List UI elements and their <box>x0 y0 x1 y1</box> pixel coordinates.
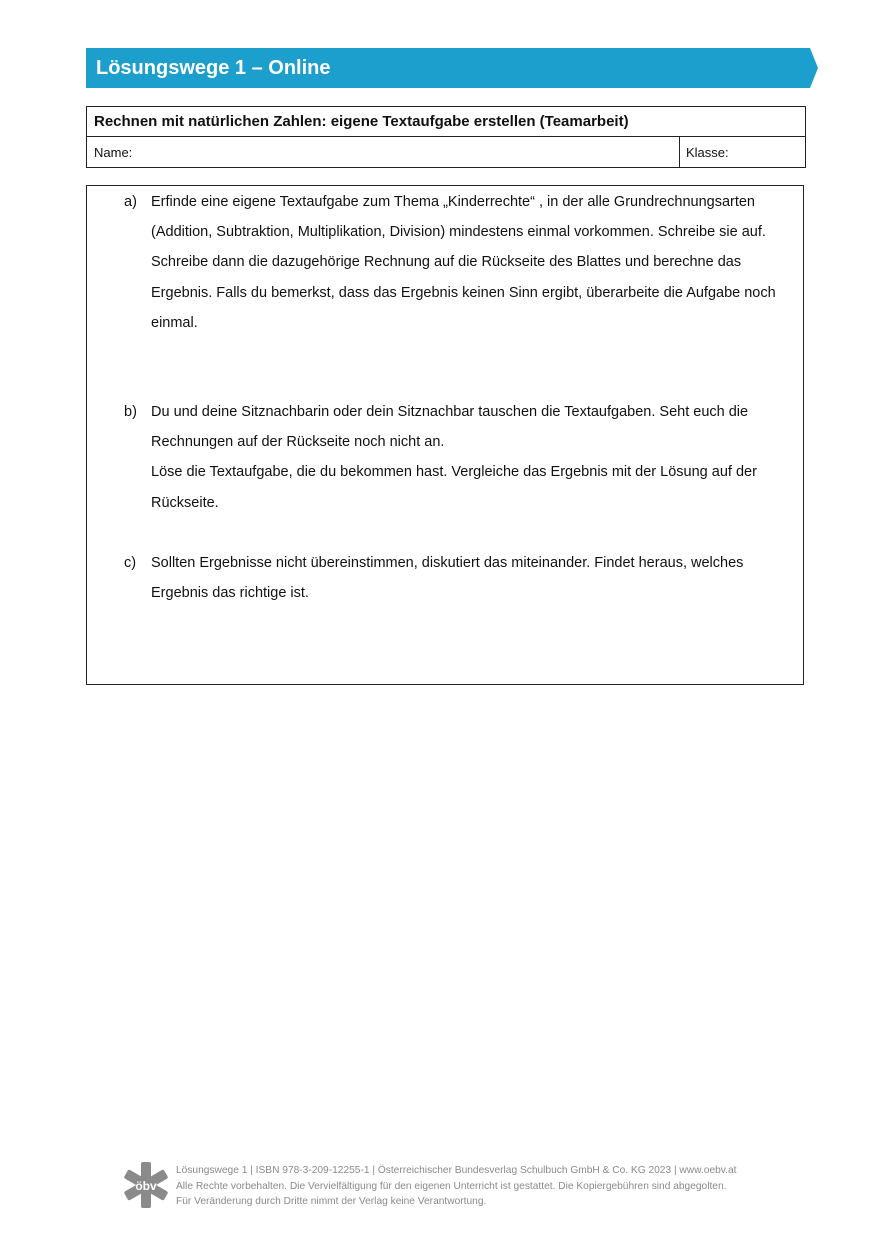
task-a <box>124 187 784 338</box>
worksheet-fields <box>87 137 805 167</box>
footer-line: Lösungswege 1 | ISBN 978-3-209-12255-1 | Österreichischer Bundesverlag Schulbuch GmbH & Co. KG 2023 | www.oebv.at <box>176 1165 737 1176</box>
task-paragraph: Du und deine Sitznachbarin oder dein Sitznachbar tauschen die Textaufgaben. Seht euch die Rechnungen auf der Rückseite noch nicht an. <box>151 404 749 451</box>
task-c <box>124 548 784 608</box>
logo-text: öbv <box>135 1179 157 1193</box>
worksheet-header <box>86 106 806 168</box>
task-paragraph: Erfinde eine eigene Textaufgabe zum Thema „Kinderrechte“ , in der alle Grundrechnungsarten (Addition, Subtraktion, Multiplikation, Division) mindestens einmal vorkommen. Schreibe sie auf. <box>151 194 766 241</box>
task-paragraph: Sollten Ergebnisse nicht übereinstimmen, diskutiert das miteinander. Findet heraus, welches Ergebnis das richtige ist. <box>151 555 744 602</box>
task-label: b) <box>124 404 137 420</box>
footer-line: Alle Rechte vorbehalten. Die Vervielfältigung für den eigenen Unterricht ist gestattet. Die Kopiergebühren sind abgegolten. <box>176 1180 727 1192</box>
task-label: c) <box>124 555 137 571</box>
footer-text <box>176 1163 736 1210</box>
name-field[interactable]: Name: <box>87 137 680 167</box>
task-box <box>86 185 804 685</box>
worksheet-title: Rechnen mit natürlichen Zahlen: eigene Textaufgabe erstellen (Teamarbeit) <box>87 107 805 137</box>
task-paragraph: Löse die Textaufgabe, die du bekommen hast. Vergleiche das Ergebnis mit der Lösung auf der Rückseite. <box>151 464 757 511</box>
task-paragraph: Schreibe dann die dazugehörige Rechnung auf die Rückseite des Blattes und berechne das Ergebnis. Falls du bemerkst, dass das Ergebnis keinen Sinn ergibt, überarbeite die Aufgabe noch einmal. <box>151 254 776 331</box>
klasse-field[interactable]: Klasse: <box>686 145 729 160</box>
task-label: a) <box>124 194 137 210</box>
footer-line: Für Veränderung durch Dritte nimmt der Verlag keine Verantwortung. <box>176 1196 487 1207</box>
task-b <box>124 397 784 518</box>
footer <box>124 1160 784 1216</box>
banner-title: Lösungswege 1 – Online <box>96 57 331 79</box>
title-banner <box>86 48 818 88</box>
oebv-logo-icon <box>124 1162 168 1208</box>
